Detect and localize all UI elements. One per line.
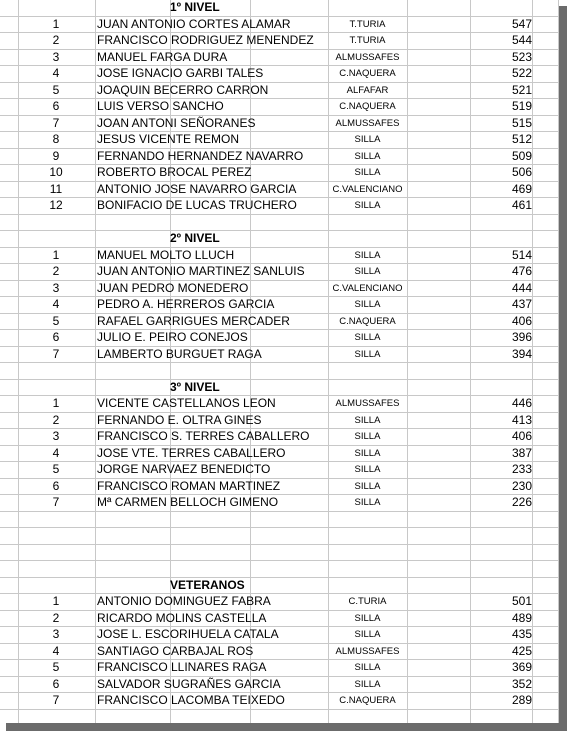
name-cell: JESUS VICENTE REMON: [97, 132, 240, 146]
club-cell: SILLA: [354, 167, 381, 178]
club-cell: SILLA: [354, 662, 381, 673]
rank-cell: 1: [52, 396, 60, 410]
section-header-row: [0, 0, 559, 17]
club-cell: ALMUSSAFES: [335, 117, 400, 129]
rank-cell: 6: [52, 99, 60, 113]
name-cell: FRANCISCO LLINARES RAGA: [97, 660, 267, 674]
points-cell: 476: [511, 264, 532, 278]
club-cell: SILLA: [354, 497, 381, 508]
name-cell: JULIO E. PEIRO CONEJOS: [97, 330, 248, 344]
section-title: VETERANOS: [170, 577, 245, 592]
rank-cell: 4: [52, 445, 60, 460]
club-cell: SILLA: [354, 150, 381, 162]
section-header-row: [0, 380, 559, 397]
table-row: [0, 644, 559, 661]
rank-cell: 1: [52, 247, 60, 262]
name-cell: JUAN ANTONIO CORTES ALAMAR: [97, 16, 291, 31]
rank-cell: 7: [52, 495, 60, 509]
points-cell: 521: [511, 82, 532, 97]
points-cell: 289: [511, 693, 532, 707]
table-row: [0, 594, 559, 611]
name-cell: FRANCISCO S. TERRES CABALLERO: [97, 429, 310, 443]
rank-cell: 11: [49, 181, 63, 196]
points-cell: 406: [511, 429, 532, 443]
table-row: [0, 429, 559, 446]
name-cell: MANUEL FARGA DURA: [97, 49, 228, 64]
points-cell: 506: [511, 165, 532, 179]
table-row: [0, 116, 559, 133]
points-cell: 446: [511, 396, 532, 410]
rank-cell: 7: [52, 115, 60, 130]
table-row: [0, 396, 559, 413]
club-cell: C.VALENCIANO: [332, 282, 403, 294]
name-cell: FRANCISCO LACOMBA TEIXEDO: [97, 693, 285, 707]
name-cell: JOAQUIN BECERRO CARRON: [97, 82, 269, 97]
points-cell: 489: [511, 610, 532, 625]
points-cell: 522: [511, 66, 532, 80]
name-cell: SALVADOR SUGRAÑES GARCIA: [97, 676, 281, 691]
rank-cell: 3: [52, 280, 60, 295]
name-cell: JUAN PEDRO MONEDERO: [97, 280, 249, 295]
rank-cell: 5: [52, 462, 60, 476]
points-cell: 469: [511, 181, 532, 196]
rank-cell: 7: [52, 693, 60, 707]
empty-row: [0, 561, 559, 578]
section-header-row: [0, 578, 559, 595]
name-cell: LAMBERTO BURGUET RAGA: [97, 346, 262, 361]
points-cell: 509: [511, 148, 532, 163]
points-cell: 444: [511, 280, 532, 295]
table-row: [0, 17, 559, 34]
name-cell: JOSE IGNACIO GARBI TALES: [97, 66, 264, 80]
rank-cell: 1: [52, 594, 60, 608]
club-cell: ALMUSSAFES: [335, 398, 400, 409]
points-cell: 394: [511, 346, 532, 361]
name-cell: RICARDO MOLINS CASTELLA: [97, 610, 267, 625]
points-cell: 515: [511, 115, 532, 130]
page-shadow-right: [559, 6, 567, 731]
rank-cell: 4: [52, 66, 60, 80]
table-row: [0, 627, 559, 644]
points-cell: 437: [511, 297, 532, 311]
club-cell: C.NAQUERA: [339, 695, 396, 706]
table-row: [0, 693, 559, 710]
club-cell: SILLA: [354, 431, 381, 442]
rank-cell: 6: [52, 478, 60, 493]
table-row: [0, 314, 559, 331]
rank-cell: 7: [52, 346, 60, 361]
rank-cell: 3: [52, 429, 60, 443]
section-title: 2º NIVEL: [170, 231, 220, 245]
name-cell: JOSE VTE. TERRES CABALLERO: [97, 445, 286, 460]
club-cell: C.TURIA: [348, 596, 387, 607]
name-cell: VICENTE CASTELLANOS LEON: [97, 396, 276, 410]
name-cell: ROBERTO BROCAL PEREZ: [97, 165, 252, 179]
rank-cell: 10: [49, 165, 63, 179]
rank-cell: 9: [52, 148, 60, 163]
table-row: [0, 132, 559, 149]
club-cell: ALMUSSAFES: [335, 51, 400, 63]
table-row: [0, 297, 559, 314]
table-row: [0, 165, 559, 182]
rank-cell: 5: [52, 313, 60, 328]
club-cell: ALFAFAR: [346, 84, 389, 96]
table-row: [0, 677, 559, 694]
name-cell: BONIFACIO DE LUCAS TRUCHERO: [97, 198, 297, 212]
club-cell: SILLA: [354, 629, 381, 640]
name-cell: FERNANDO HERNANDEZ NAVARRO: [97, 148, 304, 163]
rank-cell: 2: [52, 412, 60, 427]
table-row: [0, 149, 559, 166]
club-cell: SILLA: [354, 332, 381, 343]
table-row: [0, 66, 559, 83]
points-cell: 501: [511, 594, 532, 608]
club-cell: SILLA: [354, 464, 381, 475]
name-cell: JOSE L. ESCORIHUELA CATALA: [97, 627, 279, 641]
empty-row: [0, 545, 559, 562]
points-cell: 413: [511, 412, 532, 427]
empty-row: [0, 710, 559, 724]
table-row: [0, 33, 559, 50]
table-row: [0, 83, 559, 100]
rank-cell: 3: [52, 627, 60, 641]
points-cell: 352: [511, 676, 532, 691]
name-cell: JORGE NARVAEZ BENEDICTO: [97, 462, 271, 476]
club-cell: C.VALENCIANO: [332, 183, 403, 195]
name-cell: SANTIAGO CARBAJAL ROS: [97, 643, 254, 658]
points-cell: 396: [511, 330, 532, 344]
table-row: [0, 611, 559, 628]
club-cell: SILLA: [354, 414, 381, 426]
points-cell: 387: [511, 445, 532, 460]
table-row: [0, 495, 559, 512]
club-cell: SILLA: [354, 480, 381, 492]
rank-cell: 8: [52, 132, 60, 146]
page-shadow-bottom: [6, 723, 567, 731]
points-cell: 226: [511, 495, 532, 509]
name-cell: JUAN ANTONIO MARTINEZ SANLUIS: [97, 264, 305, 278]
club-cell: SILLA: [354, 134, 381, 145]
table-row: [0, 281, 559, 298]
rank-cell: 1: [52, 16, 60, 31]
rank-cell: 5: [52, 82, 60, 97]
points-cell: 425: [511, 643, 532, 658]
points-cell: 461: [511, 198, 532, 212]
rank-cell: 4: [52, 643, 60, 658]
club-cell: C.NAQUERA: [339, 315, 396, 327]
table-row: [0, 198, 559, 215]
section-header-row: [0, 231, 559, 248]
rank-cell: 5: [52, 660, 60, 674]
empty-row: [0, 363, 559, 380]
name-cell: FRANCISCO RODRIGUEZ MENENDEZ: [97, 33, 314, 47]
table-row: [0, 462, 559, 479]
club-cell: T.TURIA: [349, 35, 386, 46]
name-cell: FRANCISCO ROMAN MARTINEZ: [97, 478, 281, 493]
club-cell: SILLA: [354, 200, 381, 211]
section-title: 3º NIVEL: [170, 379, 220, 394]
points-cell: 369: [511, 660, 532, 674]
club-cell: SILLA: [354, 299, 381, 310]
points-cell: 435: [511, 627, 532, 641]
name-cell: PEDRO A. HERREROS GARCIA: [97, 297, 275, 311]
points-cell: 544: [511, 33, 532, 47]
table-row: [0, 660, 559, 677]
table-row: [0, 479, 559, 496]
table-row: [0, 50, 559, 67]
empty-row: [0, 528, 559, 545]
points-cell: 514: [511, 247, 532, 262]
rank-cell: 3: [52, 49, 60, 64]
name-cell: JOAN ANTONI SEÑORANES: [97, 115, 256, 130]
name-cell: RAFAEL GARRIGUES MERCADER: [97, 313, 290, 328]
rank-cell: 6: [52, 676, 60, 691]
points-cell: 512: [511, 132, 532, 146]
rank-cell: 12: [49, 198, 63, 212]
empty-row: [0, 512, 559, 529]
name-cell: ANTONIO DOMINGUEZ FABRA: [97, 594, 271, 608]
rank-cell: 2: [52, 33, 60, 47]
table-row: [0, 413, 559, 430]
points-cell: 233: [511, 462, 532, 476]
points-cell: 230: [511, 478, 532, 493]
name-cell: LUIS VERSO SANCHO: [97, 99, 224, 113]
rank-cell: 2: [52, 610, 60, 625]
club-cell: SILLA: [354, 348, 381, 360]
points-cell: 523: [511, 49, 532, 64]
club-cell: SILLA: [354, 266, 381, 277]
name-cell: FERNANDO E. OLTRA GINES: [97, 412, 262, 427]
table-row: [0, 264, 559, 281]
name-cell: MANUEL MOLTO LLUCH: [97, 247, 235, 262]
table-row: [0, 330, 559, 347]
points-cell: 519: [511, 99, 532, 113]
name-cell: Mª CARMEN BELLOCH GIMENO: [97, 495, 279, 509]
rank-cell: 2: [52, 264, 60, 278]
table-row: [0, 446, 559, 463]
empty-row: [0, 215, 559, 232]
points-cell: 547: [511, 16, 532, 31]
club-cell: SILLA: [354, 447, 381, 459]
points-cell: 406: [511, 313, 532, 328]
club-cell: ALMUSSAFES: [335, 645, 400, 657]
club-cell: SILLA: [354, 612, 381, 624]
rank-cell: 4: [52, 297, 60, 311]
club-cell: SILLA: [354, 678, 381, 690]
name-cell: ANTONIO JOSE NAVARRO GARCIA: [97, 181, 297, 196]
club-cell: T.TURIA: [349, 18, 386, 30]
table-row: [0, 182, 559, 199]
table-row: [0, 99, 559, 116]
club-cell: SILLA: [354, 249, 381, 261]
rank-cell: 6: [52, 330, 60, 344]
section-title: 1º NIVEL: [170, 0, 220, 14]
club-cell: C.NAQUERA: [339, 68, 396, 79]
table-row: [0, 347, 559, 364]
table-row: [0, 248, 559, 265]
club-cell: C.NAQUERA: [339, 101, 396, 112]
